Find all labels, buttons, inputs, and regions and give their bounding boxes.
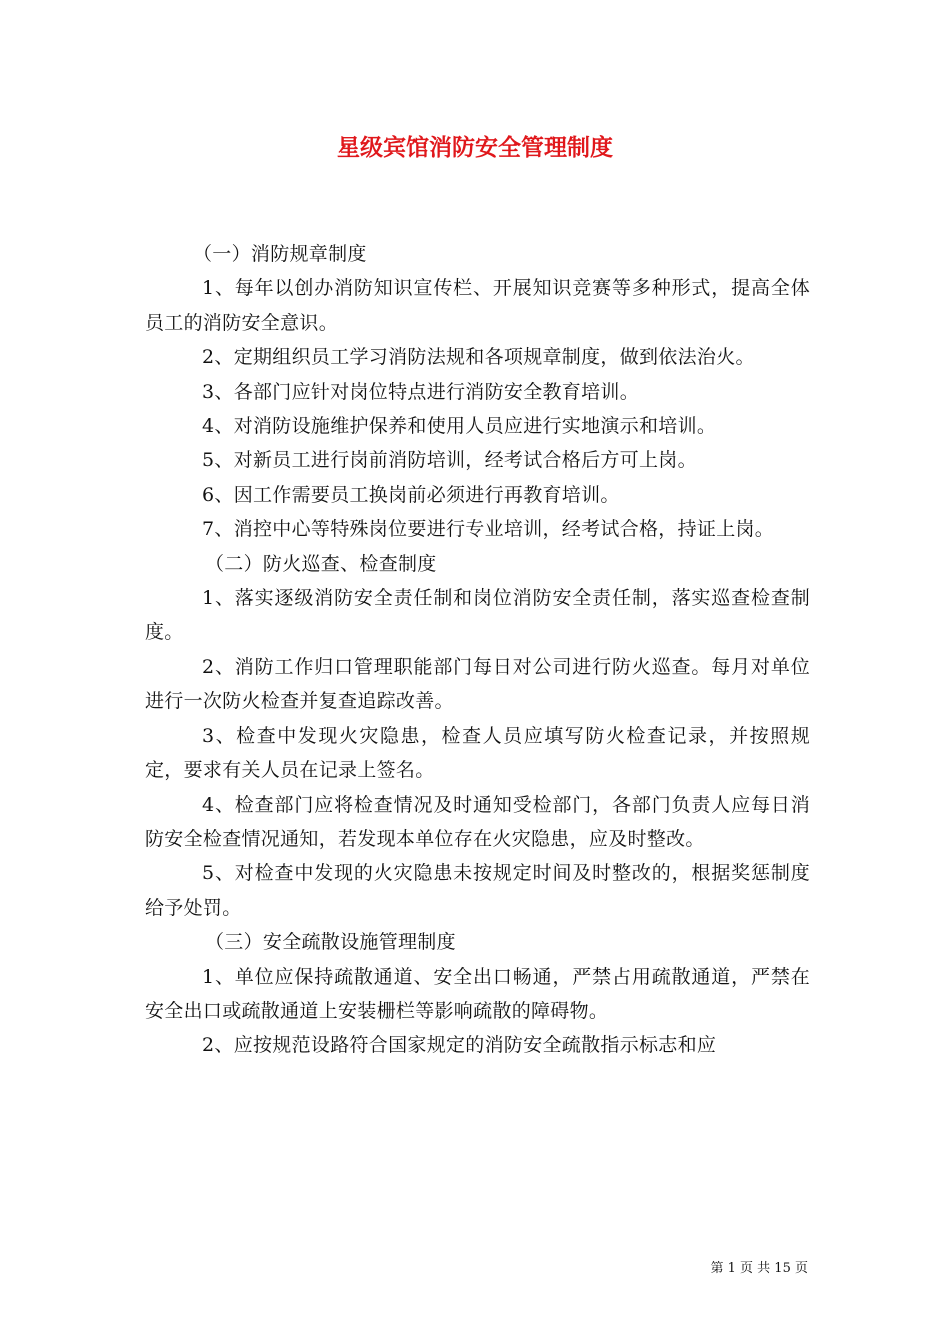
page-footer xyxy=(0,1260,808,1278)
list-item: 5、对检查中发现的火灾隐患未按规定时间及时整改的，根据奖惩制度给予处罚。 xyxy=(145,862,810,919)
list-item: 4、检查部门应将检查情况及时通知受检部门，各部门负责人应每日消防安全检查情况通知，若发现本单位存在火灾隐患，应及时整改。 xyxy=(145,793,810,850)
footer-middle: 页 共 xyxy=(740,1261,771,1276)
section-heading: （二）防火巡查、检查制度 xyxy=(205,552,437,575)
footer-suffix: 页 xyxy=(794,1261,808,1276)
list-item: 2、消防工作归口管理职能部门每日对公司进行防火巡查。每月对单位进行一次防火检查并复查追踪改善。 xyxy=(145,655,810,713)
list-item: 1、单位应保持疏散通道、安全出口畅通，严禁占用疏散通道，严禁在安全出口或疏散通道上安装栅栏等影响疏散的障碍物。 xyxy=(145,965,810,1022)
list-item: 6、因工作需要员工换岗前必须进行再教育培训。 xyxy=(202,483,620,506)
list-item: 3、各部门应针对岗位特点进行消防安全教育培训。 xyxy=(202,380,639,403)
list-item: 7、消控中心等特殊岗位要进行专业培训，经考试合格，持证上岗。 xyxy=(202,518,775,541)
list-item: 1、每年以创办消防知识宣传栏、开展知识竞赛等多种形式，提高全体员工的消防安全意识。 xyxy=(145,277,810,334)
document-body xyxy=(145,237,810,1063)
list-item: 2、定期组织员工学习消防法规和各项规章制度，做到依法治火。 xyxy=(202,346,755,369)
current-page-number: 1 xyxy=(727,1261,736,1276)
list-item: 1、落实逐级消防安全责任制和岗位消防安全责任制，落实巡查检查制度。 xyxy=(145,587,810,644)
section-heading: （三）安全疏散设施管理制度 xyxy=(205,931,456,954)
section-heading: （一）消防规章制度 xyxy=(193,243,367,265)
list-item: 5、对新员工进行岗前消防培训，经考试合格后方可上岗。 xyxy=(202,449,697,472)
footer-prefix: 第 xyxy=(710,1261,724,1276)
total-pages-number: 15 xyxy=(774,1261,791,1276)
document-title: 星级宾馆消防安全管理制度 xyxy=(337,134,613,161)
list-item: 2、应按规范设路符合国家规定的消防安全疏散指示标志和应 xyxy=(202,1034,717,1057)
list-item: 3、检查中发现火灾隐患，检查人员应填写防火检查记录，并按照规定，要求有关人员在记录上签名。 xyxy=(145,724,810,782)
list-item: 4、对消防设施维护保养和使用人员应进行实地演示和培训。 xyxy=(202,415,717,438)
